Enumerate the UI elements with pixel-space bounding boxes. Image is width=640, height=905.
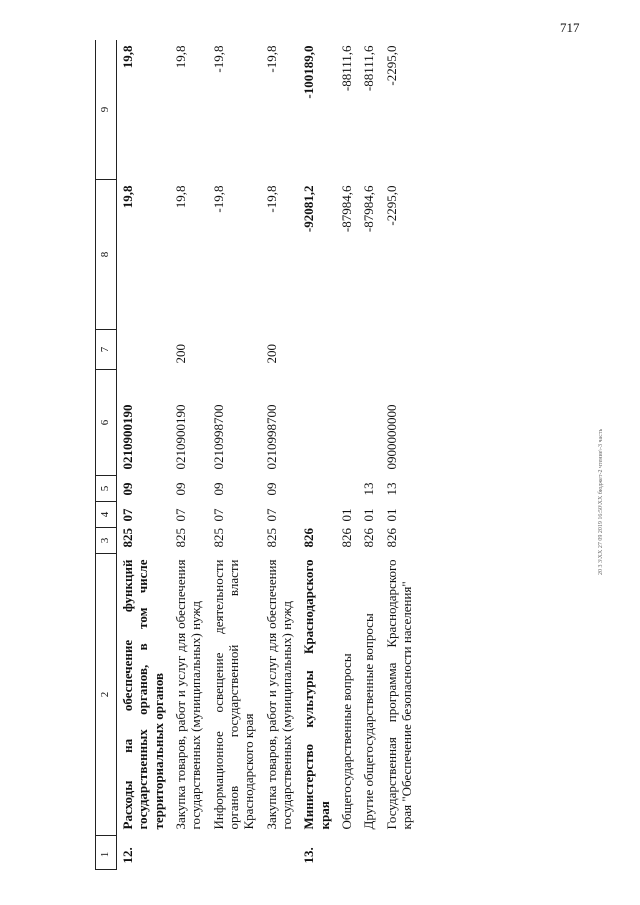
section-code: 07: [210, 508, 226, 522]
row-number: [261, 836, 299, 870]
row-number: [170, 836, 208, 870]
amount-year-1: 19,8: [119, 185, 135, 209]
expense-type-code: [358, 330, 380, 370]
row-number: 12.: [119, 847, 135, 864]
section-code: 01: [361, 508, 377, 522]
amount-year-2: -19,8: [210, 45, 226, 73]
subsection-code: 09: [172, 482, 188, 496]
subsection-code: 09: [263, 482, 279, 496]
row-number: [381, 836, 419, 870]
subsection-code: 09: [210, 482, 226, 496]
amount-year-2: 19,8: [172, 45, 188, 69]
header-cell: 6: [96, 370, 117, 476]
section-code: 07: [119, 508, 135, 522]
amount-year-2: -2295,0: [383, 45, 399, 86]
table-row: [336, 40, 358, 870]
section-code: [298, 502, 336, 528]
expense-type-code: [208, 330, 261, 370]
target-item-code: [298, 370, 336, 476]
row-name: Министерство культуры Краснодарского края: [301, 559, 332, 830]
row-number: [208, 836, 261, 870]
header-cell: 9: [96, 40, 117, 180]
amount-year-2: -88111,6: [361, 45, 377, 92]
subsection-code: 13: [361, 482, 377, 496]
row-name: Общегосударственные вопросы: [338, 653, 354, 830]
section-code: 07: [263, 508, 279, 522]
subsection-code: 09: [119, 482, 135, 496]
target-item-code: 0210998700: [263, 404, 279, 470]
ministry-code: 826: [338, 528, 354, 548]
table-row: [298, 40, 336, 870]
amount-year-1: -19,8: [263, 185, 279, 213]
row-name: Информационное освещение деятельности органов государственной власти Краснодарского края: [210, 559, 257, 830]
page-number: 717: [560, 20, 580, 35]
header-cell: 5: [96, 476, 117, 502]
row-number: [336, 836, 358, 870]
expense-type-code: [381, 330, 419, 370]
expense-type-code: [336, 330, 358, 370]
amount-year-1: -92081,2: [301, 185, 317, 233]
target-item-code: 0900000000: [383, 404, 399, 470]
section-code: 01: [383, 508, 399, 522]
rotated-table-area: [95, 40, 600, 870]
target-item-code: [358, 370, 380, 476]
amount-year-1: -87984,6: [361, 185, 377, 233]
document-footer: 20 3 3\ХХ 27 09 2019 16:50\ХХ бюджет-2 чтение\-3 часть: [598, 428, 604, 575]
ministry-code: 825: [210, 528, 226, 548]
expense-type-code: 200: [172, 344, 188, 364]
amount-year-2: -88111,6: [338, 45, 354, 92]
subsection-code: [336, 476, 358, 502]
table-row: [116, 40, 169, 870]
amount-year-2: 19,8: [119, 45, 135, 69]
header-cell: 2: [96, 554, 117, 836]
row-number: [358, 836, 380, 870]
ministry-code: 826: [383, 528, 399, 548]
ministry-code: 825: [263, 528, 279, 548]
row-name: Расходы на обеспечение функций государственных органов, в том числе территориальных органов: [119, 559, 166, 830]
header-cell: 1: [96, 836, 117, 870]
amount-year-1: -19,8: [210, 185, 226, 213]
ministry-code: 825: [172, 528, 188, 548]
table-row: [358, 40, 380, 870]
table-row: [208, 40, 261, 870]
amount-year-2: -19,8: [263, 45, 279, 73]
table-header-row: [96, 40, 117, 870]
header-cell: 7: [96, 330, 117, 370]
target-item-code: 0210900190: [119, 404, 135, 470]
header-cell: 3: [96, 528, 117, 554]
ministry-code: 826: [361, 528, 377, 548]
section-code: 07: [172, 508, 188, 522]
row-name: Закупка товаров, работ и услуг для обеспечения государственных (муниципальных) нужд: [172, 559, 204, 830]
header-cell: 8: [96, 180, 117, 330]
ministry-code: 825: [119, 528, 135, 548]
target-item-code: [336, 370, 358, 476]
row-name: Закупка товаров, работ и услуг для обеспечения государственных (муниципальных) нужд: [263, 559, 294, 830]
subsection-code: 13: [383, 482, 399, 496]
table-row: [170, 40, 208, 870]
target-item-code: 0210998700: [210, 404, 226, 470]
section-code: 01: [338, 508, 354, 522]
amount-year-1: -87984,6: [338, 185, 354, 233]
target-item-code: 0210900190: [172, 404, 188, 470]
expense-type-code: 200: [263, 344, 279, 364]
table-row: [261, 40, 299, 870]
ministry-code: 826: [301, 528, 317, 548]
row-number: 13.: [301, 847, 317, 864]
row-name: Государственная программа Краснодарского края "Обеспечение безопасности населения": [383, 559, 414, 830]
expense-type-code: [298, 330, 336, 370]
table-row: [381, 40, 419, 870]
budget-table: [95, 40, 418, 870]
header-cell: 4: [96, 502, 117, 528]
amount-year-2: -100189,0: [301, 45, 317, 99]
subsection-code: [298, 476, 336, 502]
row-name: Другие общегосударственные вопросы: [361, 613, 377, 830]
amount-year-1: -2295,0: [383, 185, 399, 226]
amount-year-1: 19,8: [172, 185, 188, 209]
expense-type-code: [116, 330, 169, 370]
